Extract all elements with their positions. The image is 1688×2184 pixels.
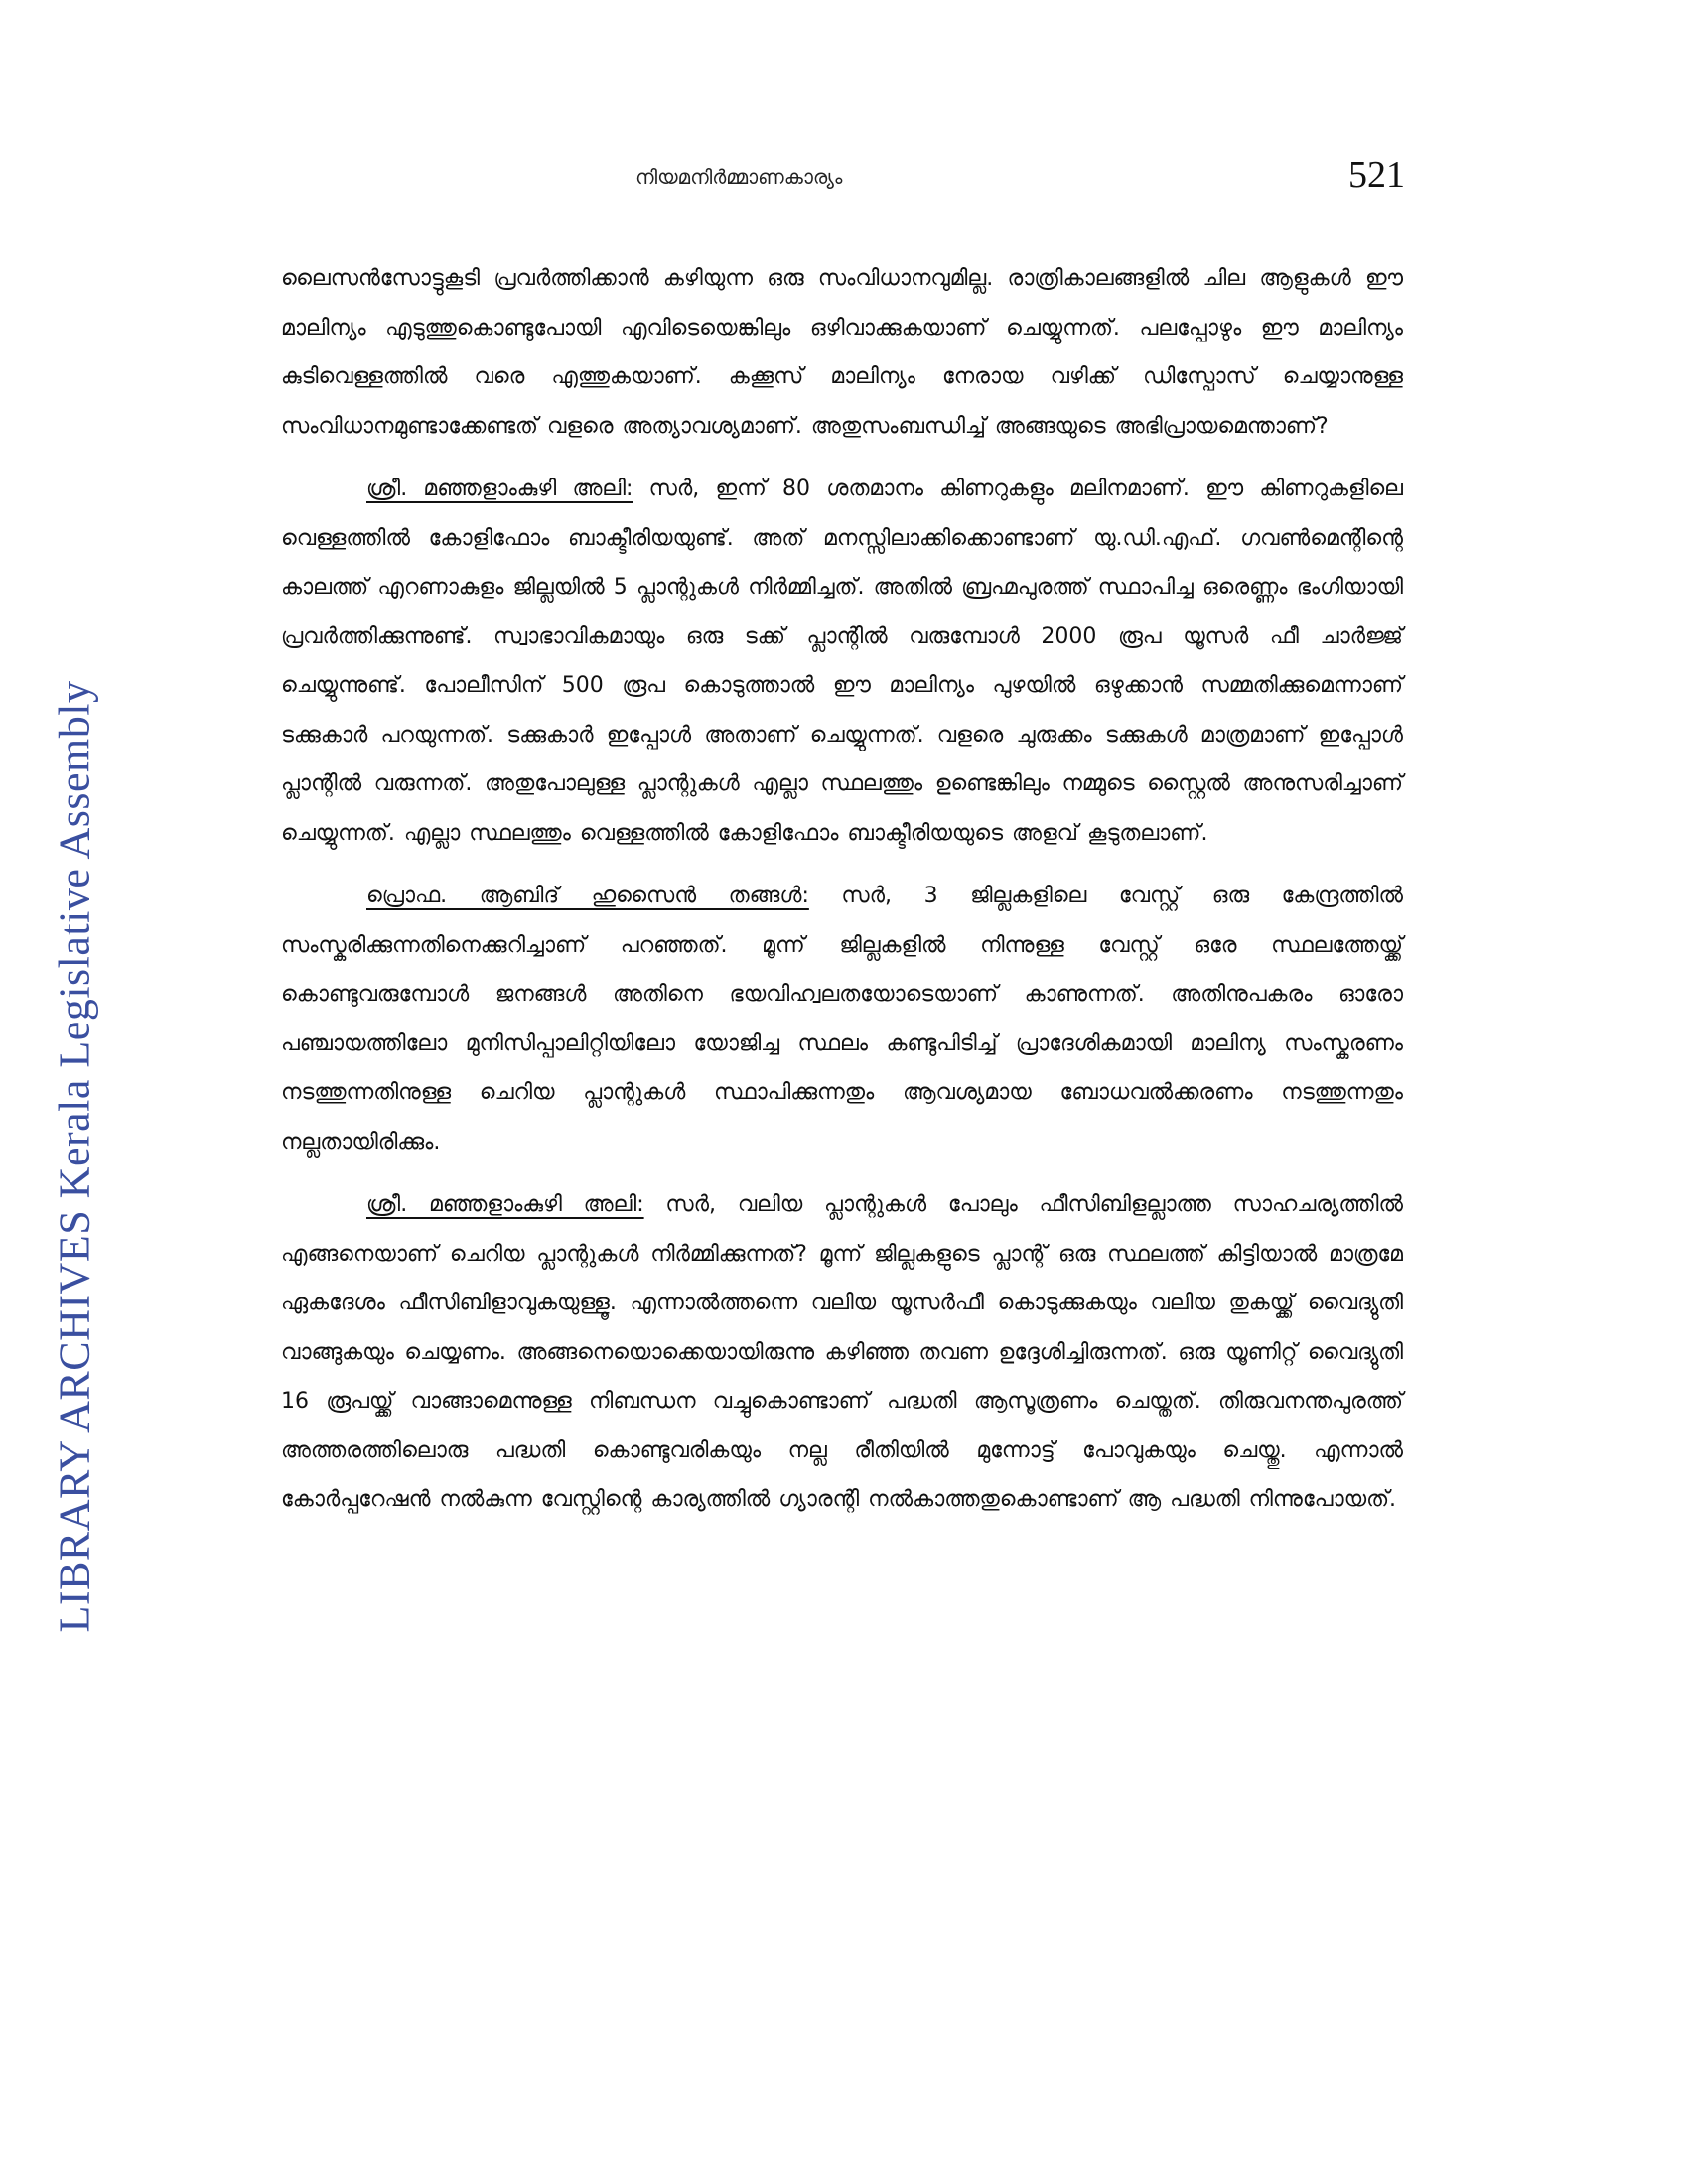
paragraph-text: ലൈസൻസോട്ടുകൂടി പ്രവർത്തിക്കാൻ കഴിയുന്ന ഒരു സംവിധാനവുമില്ല. രാത്രികാലങ്ങളിൽ ചില ആളുകൾ ഈ മാലിന്യം എടുത്തുകൊണ്ടുപോയി എവിടെയെങ്കിലും ഒഴിവാക്കുകയാണ് ചെയ്യുന്നത്. പലപ്പോഴും ഈ മാലിന്യം കുടിവെള്ളത്തിൽ വരെ എത്തുകയാണ്. കക്കൂസ് മാലിന്യം നേരായ വഴിക്ക് ഡിസ്പോസ് ചെയ്യാനുള്ള സംവിധാനമുണ്ടാക്കേണ്ടത് വളരെ അത്യാവശ്യമാണ്. അതുസംബന്ധിച്ച് അങ്ങയുടെ അഭിപ്രായമെന്താണ്? xyxy=(281,266,1403,439)
body-text xyxy=(281,254,1403,1539)
page-header xyxy=(0,149,1688,208)
speaker-name: ശ്രീ. മഞ്ഞളാംകുഴി അലി: xyxy=(366,477,633,501)
paragraph-speech xyxy=(281,465,1403,858)
page-number: 521 xyxy=(1348,154,1405,196)
paragraph-text: സർ, വലിയ പ്ലാന്റുകൾ പോലും ഫീസിബിളല്ലാത്ത സാഹചര്യത്തിൽ എങ്ങനെയാണ് ചെറിയ പ്ലാന്റുകൾ നിർമ്മിക്കുന്നത്? മൂന്ന് ജില്ലകളുടെ പ്ലാന്റ് ഒരു സ്ഥലത്ത് കിട്ടിയാൽ മാത്രമേ ഏകദേശം ഫീസിബിളാവുകയുള്ളൂ. എന്നാൽത്തന്നെ വലിയ യൂസർഫീ കൊടുക്കുകയും വലിയ തുകയ്ക്ക് വൈദ്യുതി വാങ്ങുകയും ചെയ്യണം. അങ്ങനെയൊക്കെയായിരുന്നു കഴിഞ്ഞ തവണ ഉദ്ദേശിച്ചിരുന്നത്. ഒരു യൂണിറ്റ് വൈദ്യുതി 16 രൂപയ്ക്ക് വാങ്ങാമെന്നുള്ള നിബന്ധന വച്ചുകൊണ്ടാണ് പദ്ധതി ആസൂത്രണം ചെയ്തത്. തിരുവനന്തപുരത്ത് അത്തരത്തിലൊരു പദ്ധതി കൊണ്ടുവരികയും നല്ല രീതിയിൽ മുന്നോട്ട് പോവുകയും ചെയ്തു. എന്നാൽ കോർപ്പറേഷൻ നൽകുന്ന വേസ്റ്റിന്റെ കാര്യത്തിൽ ഗ്യാരന്റി നൽകാത്തതുകൊണ്ടാണ് ആ പദ്ധതി നിന്നുപോയത്. xyxy=(281,1192,1403,1512)
paragraph-speech xyxy=(281,872,1403,1166)
paragraph-continuation xyxy=(281,254,1403,451)
paragraph-text: സർ, 3 ജില്ലകളിലെ വേസ്റ്റ് ഒരു കേന്ദ്രത്തിൽ സംസ്കരിക്കുന്നതിനെക്കുറിച്ചാണ് പറഞ്ഞത്. മൂന്ന് ജില്ലകളിൽ നിന്നുള്ള വേസ്റ്റ് ഒരേ സ്ഥലത്തേയ്ക്ക് കൊണ്ടുവരുമ്പോൾ ജനങ്ങൾ അതിനെ ഭയവിഹ്വലതയോടെയാണ് കാണുന്നത്. അതിനുപകരം ഓരോ പഞ്ചായത്തിലോ മുനിസിപ്പാലിറ്റിയിലോ യോജിച്ച സ്ഥലം കണ്ടുപിടിച്ച് പ്രാദേശികമായി മാലിന്യ സംസ്കരണം നടത്തുന്നതിനുള്ള ചെറിയ പ്ലാന്റുകൾ സ്ഥാപിക്കുന്നതും ആവശ്യമായ ബോധവൽക്കരണം നടത്തുന്നതും നല്ലതായിരിക്കും. xyxy=(281,884,1403,1155)
paragraph-text: സർ, ഇന്ന് 80 ശതമാനം കിണറുകളും മലിനമാണ്. ഈ കിണറുകളിലെ വെള്ളത്തിൽ കോളിഫോം ബാക്ടീരിയയുണ്ട്. അത് മനസ്സിലാക്കിക്കൊണ്ടാണ് യു.ഡി.എഫ്. ഗവൺമെന്റിന്റെ കാലത്ത് എറണാകുളം ജില്ലയിൽ 5 പ്ലാന്റുകൾ നിർമ്മിച്ചത്. അതിൽ ബ്രഹ്മപുരത്ത് സ്ഥാപിച്ച ഒരെണ്ണം ഭംഗിയായി പ്രവർത്തിക്കുന്നുണ്ട്. സ്വാഭാവികമായും ഒരു ടക്ക് പ്ലാന്റിൽ വരുമ്പോൾ 2000 രൂപ യൂസർ ഫീ ചാർജ്ജ് ചെയ്യുന്നുണ്ട്. പോലീസിന് 500 രൂപ കൊടുത്താൽ ഈ മാലിന്യം പുഴയിൽ ഒഴുക്കാൻ സമ്മതിക്കുമെന്നാണ് ടക്കുകാർ പറയുന്നത്. ടക്കുകാർ ഇപ്പോൾ അതാണ് ചെയ്യുന്നത്. വളരെ ചുരുക്കം ടക്കുകൾ മാത്രമാണ് ഇപ്പോൾ പ്ലാന്റിൽ വരുന്നത്. അതുപോലുള്ള പ്ലാന്റുകൾ എല്ലാ സ്ഥലത്തും ഉണ്ടെങ്കിലും നമ്മുടെ സ്റ്റൈൽ അനുസരിച്ചാണ് ചെയ്യുന്നത്. എല്ലാ സ്ഥലത്തും വെള്ളത്തിൽ കോളിഫോം ബാക്ടീരിയയുടെ അളവ് കൂടുതലാണ്. xyxy=(281,477,1403,846)
running-title: നിയമനിർമ്മാണകാര്യം xyxy=(635,165,843,189)
library-archives-watermark: LIBRARY ARCHIVES Kerala Legislative Assembly xyxy=(50,680,99,1633)
speaker-name: ശ്രീ. മഞ്ഞളാംകുഴി അലി: xyxy=(366,1192,644,1217)
paragraph-speech xyxy=(281,1180,1403,1525)
speaker-name: പ്രൊഫ. ആബിദ് ഹുസൈൻ തങ്ങൾ: xyxy=(366,884,809,908)
